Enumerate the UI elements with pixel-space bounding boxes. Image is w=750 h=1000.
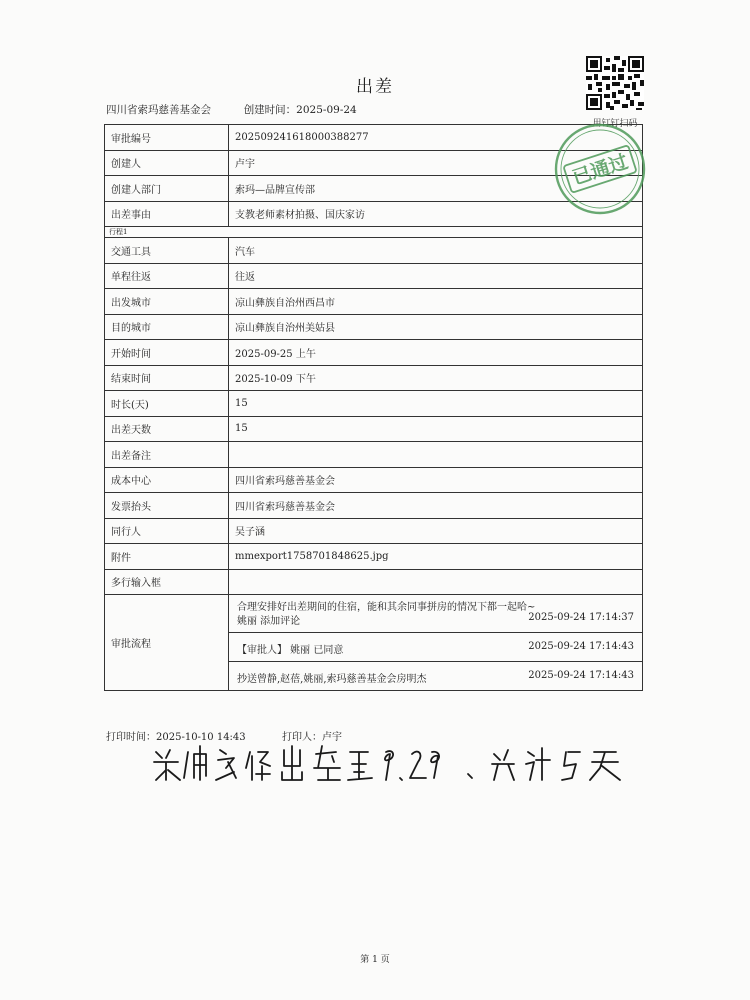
approval-action: 【审批人】 姚丽 已同意 <box>237 645 344 656</box>
section-label: 行程1 <box>105 227 643 238</box>
table-row <box>105 569 643 595</box>
field-label: 出发城市 <box>105 289 229 315</box>
travel-form-table <box>104 124 643 691</box>
approval-time: 2025-09-24 17:14:37 <box>528 612 634 623</box>
field-label: 出差事由 <box>105 201 229 227</box>
table-row <box>105 263 643 289</box>
field-value: 15 <box>229 416 643 442</box>
table-row <box>105 340 643 366</box>
table-row <box>105 201 643 227</box>
table-row <box>105 544 643 570</box>
table-row <box>105 518 643 544</box>
field-label: 出差备注 <box>105 442 229 468</box>
table-row <box>105 442 643 468</box>
field-value <box>229 442 643 468</box>
field-label: 附件 <box>105 544 229 570</box>
field-value: 往返 <box>229 263 643 289</box>
field-label: 创建人部门 <box>105 176 229 202</box>
print-time: 打印时间：2025-10-10 14:43 <box>106 732 246 743</box>
handwritten-note <box>150 738 630 786</box>
field-label: 目的城市 <box>105 314 229 340</box>
field-value: 凉山彝族自治州西昌市 <box>229 289 643 315</box>
table-row <box>105 289 643 315</box>
qr-code-icon <box>586 56 644 110</box>
field-value: 吴子涵 <box>229 518 643 544</box>
field-label: 创建人 <box>105 150 229 176</box>
approval-flow-cell <box>229 595 643 691</box>
field-label: 审批流程 <box>105 595 229 691</box>
field-label: 发票抬头 <box>105 493 229 519</box>
field-value: 2025-10-09 下午 <box>229 365 643 391</box>
created-time: 创建时间：2025-09-24 <box>243 104 357 116</box>
table-row <box>105 176 643 202</box>
field-value <box>229 569 643 595</box>
page-number: 第 1 页 <box>360 955 390 965</box>
approval-entry <box>229 633 642 662</box>
approval-actor: 姚丽 添加评论 <box>237 616 301 627</box>
table-row <box>105 125 643 151</box>
organization-name: 四川省索玛慈善基金会 <box>106 104 211 116</box>
field-label: 多行输入框 <box>105 569 229 595</box>
qr-caption: 用钉钉扫码 <box>592 119 638 129</box>
field-value: 2025-09-25 上午 <box>229 340 643 366</box>
table-row <box>105 391 643 417</box>
approval-comment: 合理安排好出差期间的住宿，能和其余同事拼房的情况下都一起哈~ <box>237 602 536 613</box>
field-label: 审批编号 <box>105 125 229 151</box>
field-value: 索玛—品牌宣传部 <box>229 176 643 202</box>
field-value: 凉山彝族自治州美姑县 <box>229 314 643 340</box>
approval-cc: 抄送曾静,赵蓓,姚丽,索玛慈善基金会房明杰 <box>237 674 427 685</box>
table-row <box>105 150 643 176</box>
field-value: 四川省索玛慈善基金会 <box>229 467 643 493</box>
approval-entry <box>229 662 642 690</box>
printer-name: 打印人：卢宇 <box>282 732 343 743</box>
field-label: 交通工具 <box>105 238 229 264</box>
field-label: 开始时间 <box>105 340 229 366</box>
attachment-link[interactable]: mmexport1758701848625.jpg <box>229 544 643 570</box>
table-row <box>105 416 643 442</box>
approval-time: 2025-09-24 17:14:43 <box>528 670 634 681</box>
stamp-text: 已通过 <box>569 150 631 190</box>
table-row <box>105 314 643 340</box>
field-value: 卢宇 <box>229 150 643 176</box>
section-row <box>105 227 643 238</box>
table-row <box>105 238 643 264</box>
approval-time: 2025-09-24 17:14:43 <box>528 641 634 652</box>
field-value: 汽车 <box>229 238 643 264</box>
field-value: 四川省索玛慈善基金会 <box>229 493 643 519</box>
field-value: 15 <box>229 391 643 417</box>
document-title: 出差 <box>356 77 394 97</box>
table-row <box>105 493 643 519</box>
field-value: 202509241618000388277 <box>229 125 643 151</box>
approval-entry <box>229 595 642 633</box>
qr-block <box>584 56 646 129</box>
field-label: 单程往返 <box>105 263 229 289</box>
table-row <box>105 365 643 391</box>
meta-line <box>106 102 357 117</box>
field-label: 成本中心 <box>105 467 229 493</box>
table-row <box>105 467 643 493</box>
field-label: 同行人 <box>105 518 229 544</box>
field-label: 出差天数 <box>105 416 229 442</box>
field-label: 时长(天) <box>105 391 229 417</box>
field-label: 结束时间 <box>105 365 229 391</box>
approval-row <box>105 595 643 691</box>
field-value: 支教老师素材拍摄、国庆家访 <box>229 201 643 227</box>
